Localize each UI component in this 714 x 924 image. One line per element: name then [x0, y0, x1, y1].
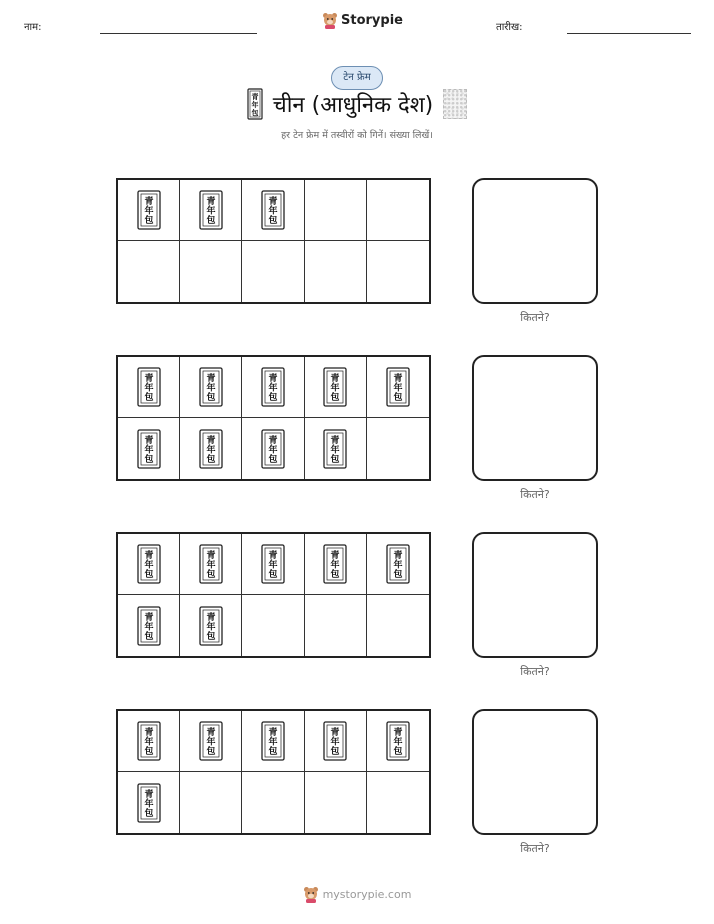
qingnianbao-card-icon — [199, 606, 223, 646]
counter-char: 青 — [393, 551, 403, 561]
counter-char: 青 — [330, 435, 340, 446]
counter-char: 青 — [268, 374, 278, 384]
ten-frame-cell — [118, 357, 180, 418]
qingnianbao-card-icon — [137, 544, 161, 584]
ten-frame-cell — [242, 711, 304, 772]
worksheet-type-badge: टेन फ्रेम — [331, 66, 383, 90]
counter-char: 年 — [206, 737, 216, 748]
ten-frame-cell — [242, 534, 304, 595]
ten-frame-cell — [367, 418, 429, 479]
title-row — [0, 88, 714, 120]
ten-frame-cell — [367, 241, 429, 302]
counter-char: 青 — [206, 728, 216, 738]
counter-char: 年 — [144, 445, 154, 455]
counter-char: 包 — [144, 454, 154, 465]
answer-box-4[interactable] — [472, 709, 598, 835]
ten-frame-cell — [305, 772, 367, 833]
ten-frame-3 — [116, 532, 431, 658]
counter-char: 青 — [393, 374, 403, 384]
ten-frame-cell — [118, 711, 180, 772]
counter-char: 包 — [330, 393, 340, 403]
counter-char: 包 — [206, 393, 216, 403]
instructions: हर टेन फ्रेम में तस्वीरों को गिनें। संख्या लिखें। — [281, 130, 433, 141]
counter-char: 包 — [206, 631, 216, 642]
decorative-texture-icon — [443, 89, 467, 119]
ten-frame-cell — [180, 357, 242, 418]
ten-frame-cell — [305, 241, 367, 302]
ten-frame-cell — [367, 180, 429, 241]
ten-frame-cell — [367, 772, 429, 833]
qingnianbao-card-icon — [137, 606, 161, 646]
counter-char: 青 — [206, 197, 216, 207]
date-label: तारीख: — [496, 22, 523, 33]
counter-char: 年 — [206, 383, 216, 394]
qingnianbao-card-icon — [323, 367, 347, 407]
ten-frame-4 — [116, 709, 431, 835]
counter-char: 包 — [144, 216, 154, 226]
counter-char: 年 — [268, 383, 278, 394]
answer-box-1[interactable] — [472, 178, 598, 304]
counter-char: 青 — [206, 374, 216, 384]
qingnianbao-card-icon — [261, 544, 285, 584]
counter-char: 年 — [144, 737, 154, 748]
svg-text:包: 包 — [251, 109, 259, 117]
qingnianbao-card-icon — [323, 544, 347, 584]
ten-frame-cell — [118, 418, 180, 479]
qingnianbao-card-icon — [323, 429, 347, 469]
brand-logo — [322, 12, 403, 29]
counter-char: 青 — [206, 551, 216, 561]
ten-frame-cell — [180, 418, 242, 479]
bear-mascot-icon — [303, 886, 319, 903]
ten-frame-cell — [118, 534, 180, 595]
counter-char: 包 — [330, 454, 340, 465]
qingnianbao-card-icon — [137, 721, 161, 761]
counter-char: 年 — [206, 445, 216, 455]
qingnianbao-card-icon — [137, 190, 161, 230]
counter-char: 青 — [330, 551, 340, 561]
qingnianbao-card-icon — [386, 367, 410, 407]
svg-text:青: 青 — [251, 93, 259, 101]
counter-char: 青 — [206, 612, 216, 623]
counter-char: 年 — [268, 445, 278, 455]
answer-label-1: कितने? — [520, 311, 550, 324]
counter-char: 年 — [206, 206, 216, 217]
ten-frame-cell — [305, 418, 367, 479]
name-label: नाम: — [24, 22, 42, 33]
counter-char: 年 — [330, 445, 340, 455]
counter-char: 青 — [144, 728, 154, 738]
ten-frame-cell — [305, 711, 367, 772]
counter-char: 包 — [206, 747, 216, 757]
ten-frame-cell — [180, 595, 242, 656]
qingnianbao-card-icon — [137, 429, 161, 469]
counter-char: 年 — [330, 383, 340, 394]
counter-char: 青 — [144, 435, 154, 446]
counter-char: 青 — [393, 728, 403, 738]
qingnianbao-card-icon — [261, 429, 285, 469]
qingnianbao-card-icon — [137, 367, 161, 407]
counter-char: 包 — [144, 631, 154, 642]
counter-char: 年 — [144, 560, 154, 571]
ten-frame-cell — [180, 180, 242, 241]
qingnianbao-card-icon — [386, 721, 410, 761]
counter-char: 包 — [144, 393, 154, 403]
counter-char: 年 — [268, 560, 278, 571]
ten-frame-cell — [305, 534, 367, 595]
counter-char: 青 — [144, 374, 154, 384]
footer-url: mystorypie.com — [322, 888, 412, 901]
counter-char: 年 — [393, 560, 403, 571]
qingnianbao-card-icon — [261, 721, 285, 761]
ten-frame-cell — [242, 180, 304, 241]
ten-frame-cell — [180, 534, 242, 595]
counter-char: 年 — [268, 206, 278, 217]
counter-char: 青 — [330, 374, 340, 384]
counter-char: 包 — [206, 216, 216, 226]
ten-frame-cell — [242, 772, 304, 833]
answer-label-3: कितने? — [520, 665, 550, 678]
qingnianbao-card-icon — [137, 783, 161, 823]
ten-frame-cell — [367, 595, 429, 656]
counter-char: 年 — [393, 737, 403, 748]
ten-frame-cell — [118, 241, 180, 302]
qingnianbao-card-icon — [199, 721, 223, 761]
ten-frame-cell — [305, 180, 367, 241]
qingnianbao-card-icon — [386, 544, 410, 584]
ten-frame-cell — [242, 241, 304, 302]
qingnianbao-card-icon — [261, 367, 285, 407]
name-line[interactable] — [100, 33, 257, 34]
svg-text:年: 年 — [251, 101, 259, 109]
counter-char: 年 — [144, 799, 154, 809]
ten-frame-cell — [367, 711, 429, 772]
counter-char: 包 — [330, 747, 340, 757]
answer-box-2[interactable] — [472, 355, 598, 481]
page-title: चीन (आधुनिक देश) — [272, 93, 434, 118]
qingnianbao-card-icon — [323, 721, 347, 761]
qingnianbao-card-icon — [199, 367, 223, 407]
counter-char: 包 — [330, 570, 340, 580]
counter-char: 包 — [268, 216, 278, 226]
ten-frame-2 — [116, 355, 431, 481]
ten-frame-cell — [118, 595, 180, 656]
qingnianbao-card-icon — [261, 190, 285, 230]
counter-char: 青 — [330, 728, 340, 738]
counter-char: 包 — [268, 747, 278, 757]
ten-frame-cell — [242, 357, 304, 418]
counter-char: 年 — [330, 737, 340, 748]
counter-char: 青 — [268, 551, 278, 561]
answer-box-3[interactable] — [472, 532, 598, 658]
counter-char: 包 — [268, 570, 278, 580]
counter-char: 青 — [144, 551, 154, 561]
ten-frame-1 — [116, 178, 431, 304]
ten-frame-cell — [367, 534, 429, 595]
counter-char: 年 — [393, 383, 403, 394]
counter-char: 包 — [268, 454, 278, 465]
bear-mascot-icon — [322, 12, 338, 29]
ten-frame-cell — [180, 241, 242, 302]
ten-frame-cell — [118, 180, 180, 241]
answer-label-4: कितने? — [520, 842, 550, 855]
qingnianbao-card-icon — [247, 88, 263, 120]
counter-char: 包 — [144, 808, 154, 819]
qingnianbao-card-icon — [199, 190, 223, 230]
ten-frame-cell — [305, 357, 367, 418]
counter-char: 包 — [206, 570, 216, 580]
footer — [0, 886, 714, 903]
counter-char: 年 — [144, 206, 154, 217]
ten-frame-cell — [118, 772, 180, 833]
counter-char: 年 — [144, 622, 154, 632]
counter-char: 包 — [144, 570, 154, 580]
ten-frame-cell — [242, 418, 304, 479]
qingnianbao-card-icon — [199, 544, 223, 584]
counter-char: 青 — [268, 435, 278, 446]
counter-char: 包 — [393, 393, 403, 403]
counter-char: 青 — [268, 197, 278, 207]
ten-frame-cell — [367, 357, 429, 418]
counter-char: 青 — [144, 197, 154, 207]
qingnianbao-card-icon — [199, 429, 223, 469]
answer-label-2: कितने? — [520, 488, 550, 501]
ten-frame-cell — [242, 595, 304, 656]
counter-char: 包 — [206, 454, 216, 465]
brand-name: Storypie — [341, 13, 403, 28]
counter-char: 包 — [393, 747, 403, 757]
counter-char: 年 — [206, 622, 216, 632]
counter-char: 青 — [144, 612, 154, 623]
ten-frame-cell — [180, 711, 242, 772]
counter-char: 年 — [268, 737, 278, 748]
ten-frame-cell — [305, 595, 367, 656]
counter-char: 年 — [206, 560, 216, 571]
counter-char: 青 — [144, 789, 154, 800]
counter-char: 青 — [206, 435, 216, 446]
counter-char: 年 — [330, 560, 340, 571]
counter-char: 青 — [268, 728, 278, 738]
counter-char: 包 — [393, 570, 403, 580]
counter-char: 年 — [144, 383, 154, 394]
counter-char: 包 — [268, 393, 278, 403]
ten-frame-cell — [180, 772, 242, 833]
counter-char: 包 — [144, 747, 154, 757]
date-line[interactable] — [567, 33, 691, 34]
